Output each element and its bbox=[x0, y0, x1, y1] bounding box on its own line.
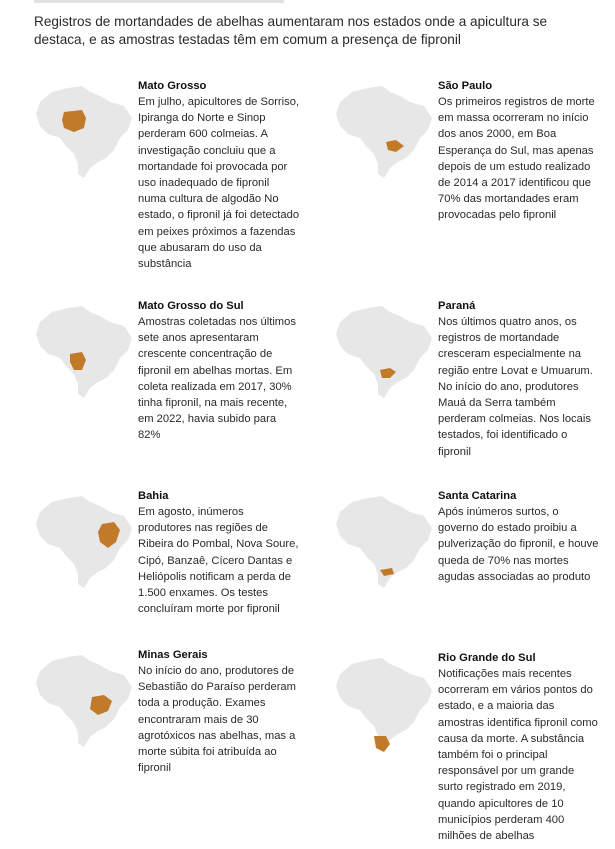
brazil-map-mato-grosso bbox=[34, 78, 134, 182]
top-rule bbox=[34, 0, 284, 3]
state-description: Notificações mais recentes ocorreram em vários pontos do estado, e a maioria das amostras identifica fipronil como causa da morte. A substância também foi o principal responsável por um grande surto registrado em 2019, quando apicultores de 10 municípios perderam 400 milhões de abelhas bbox=[438, 668, 598, 843]
state-description: Após inúmeros surtos, o governo do estado proibiu a pulverização do fipronil, e houve queda de 70% nas mortes agudas associadas ao produto bbox=[438, 506, 599, 583]
state-title: Rio Grande do Sul bbox=[438, 652, 536, 664]
brazil-map-rio-grande-do-sul bbox=[334, 650, 434, 754]
brazil-map-minas-gerais bbox=[34, 647, 134, 751]
state-title: Paraná bbox=[438, 300, 476, 312]
state-description: Amostras coletadas nos últimos sete anos apresentaram crescente concentração de fipronil em abelhas mortas. Em coleta realizada em 2017, 30% tinha fipronil, na mais recente, em 2022, havia subido para 82% bbox=[138, 316, 296, 442]
intro-text: Registros de mortandades de abelhas aumentaram nos estados onde a apicultura se destaca, e as amostras testadas têm em comum a presença de fipronil bbox=[34, 14, 548, 47]
brazil-map-parana bbox=[334, 298, 434, 402]
state-title: Mato Grosso do Sul bbox=[138, 300, 244, 312]
state-description: Em julho, apicultores de Sorriso, Ipiranga do Norte e Sinop perderam 600 colmeias. A investigação concluiu que a mortandade foi provocada por uso inadequado de fipronil numa cultura de algodão No estado, o fipronil já foi detectado em peixes próximos a fazendas que abusaram do uso da substância bbox=[138, 96, 300, 271]
state-title: Bahia bbox=[138, 490, 169, 502]
state-description: Nos últimos quatro anos, os registros de mortandade cresceram especialmente na região entre Lovat e Umuarum. No início do ano, produtores Mauá da Serra também perderam colmeias. Nos locais testados, foi identificado o fipronil bbox=[438, 316, 593, 458]
state-description: Os primeiros registros de morte em massa ocorreram no início dos anos 2000, em Boa Esperança do Sul, mas apenas depois de um estudo realizado de 2014 a 2017 identificou que 70% das mortandades eram provocadas pelo fipronil bbox=[438, 96, 595, 222]
state-title: Minas Gerais bbox=[138, 649, 208, 661]
state-description: Em agosto, inúmeros produtores nas regiões de Ribeira do Pombal, Nova Soure, Cipó, Banzaê, Cícero Dantas e Heliópolis notificam a perda de 1.500 enxames. Os testes concluíram morte por fipronil bbox=[138, 506, 299, 616]
state-title: São Paulo bbox=[438, 80, 493, 92]
state-description: No início do ano, produtores de Sebastião do Paraíso perderam toda a produção. Exames encontraram mais de 30 agrotóxicos nas abelhas, mas a morte súbita foi atribuída ao fipronil bbox=[138, 665, 296, 775]
brazil-map-bahia bbox=[34, 488, 134, 592]
brazil-map-mato-grosso-do-sul bbox=[34, 298, 134, 402]
brazil-map-sao-paulo bbox=[334, 78, 434, 182]
state-title: Mato Grosso bbox=[138, 80, 207, 92]
state-title: Santa Catarina bbox=[438, 490, 517, 502]
brazil-map-santa-catarina bbox=[334, 488, 434, 592]
